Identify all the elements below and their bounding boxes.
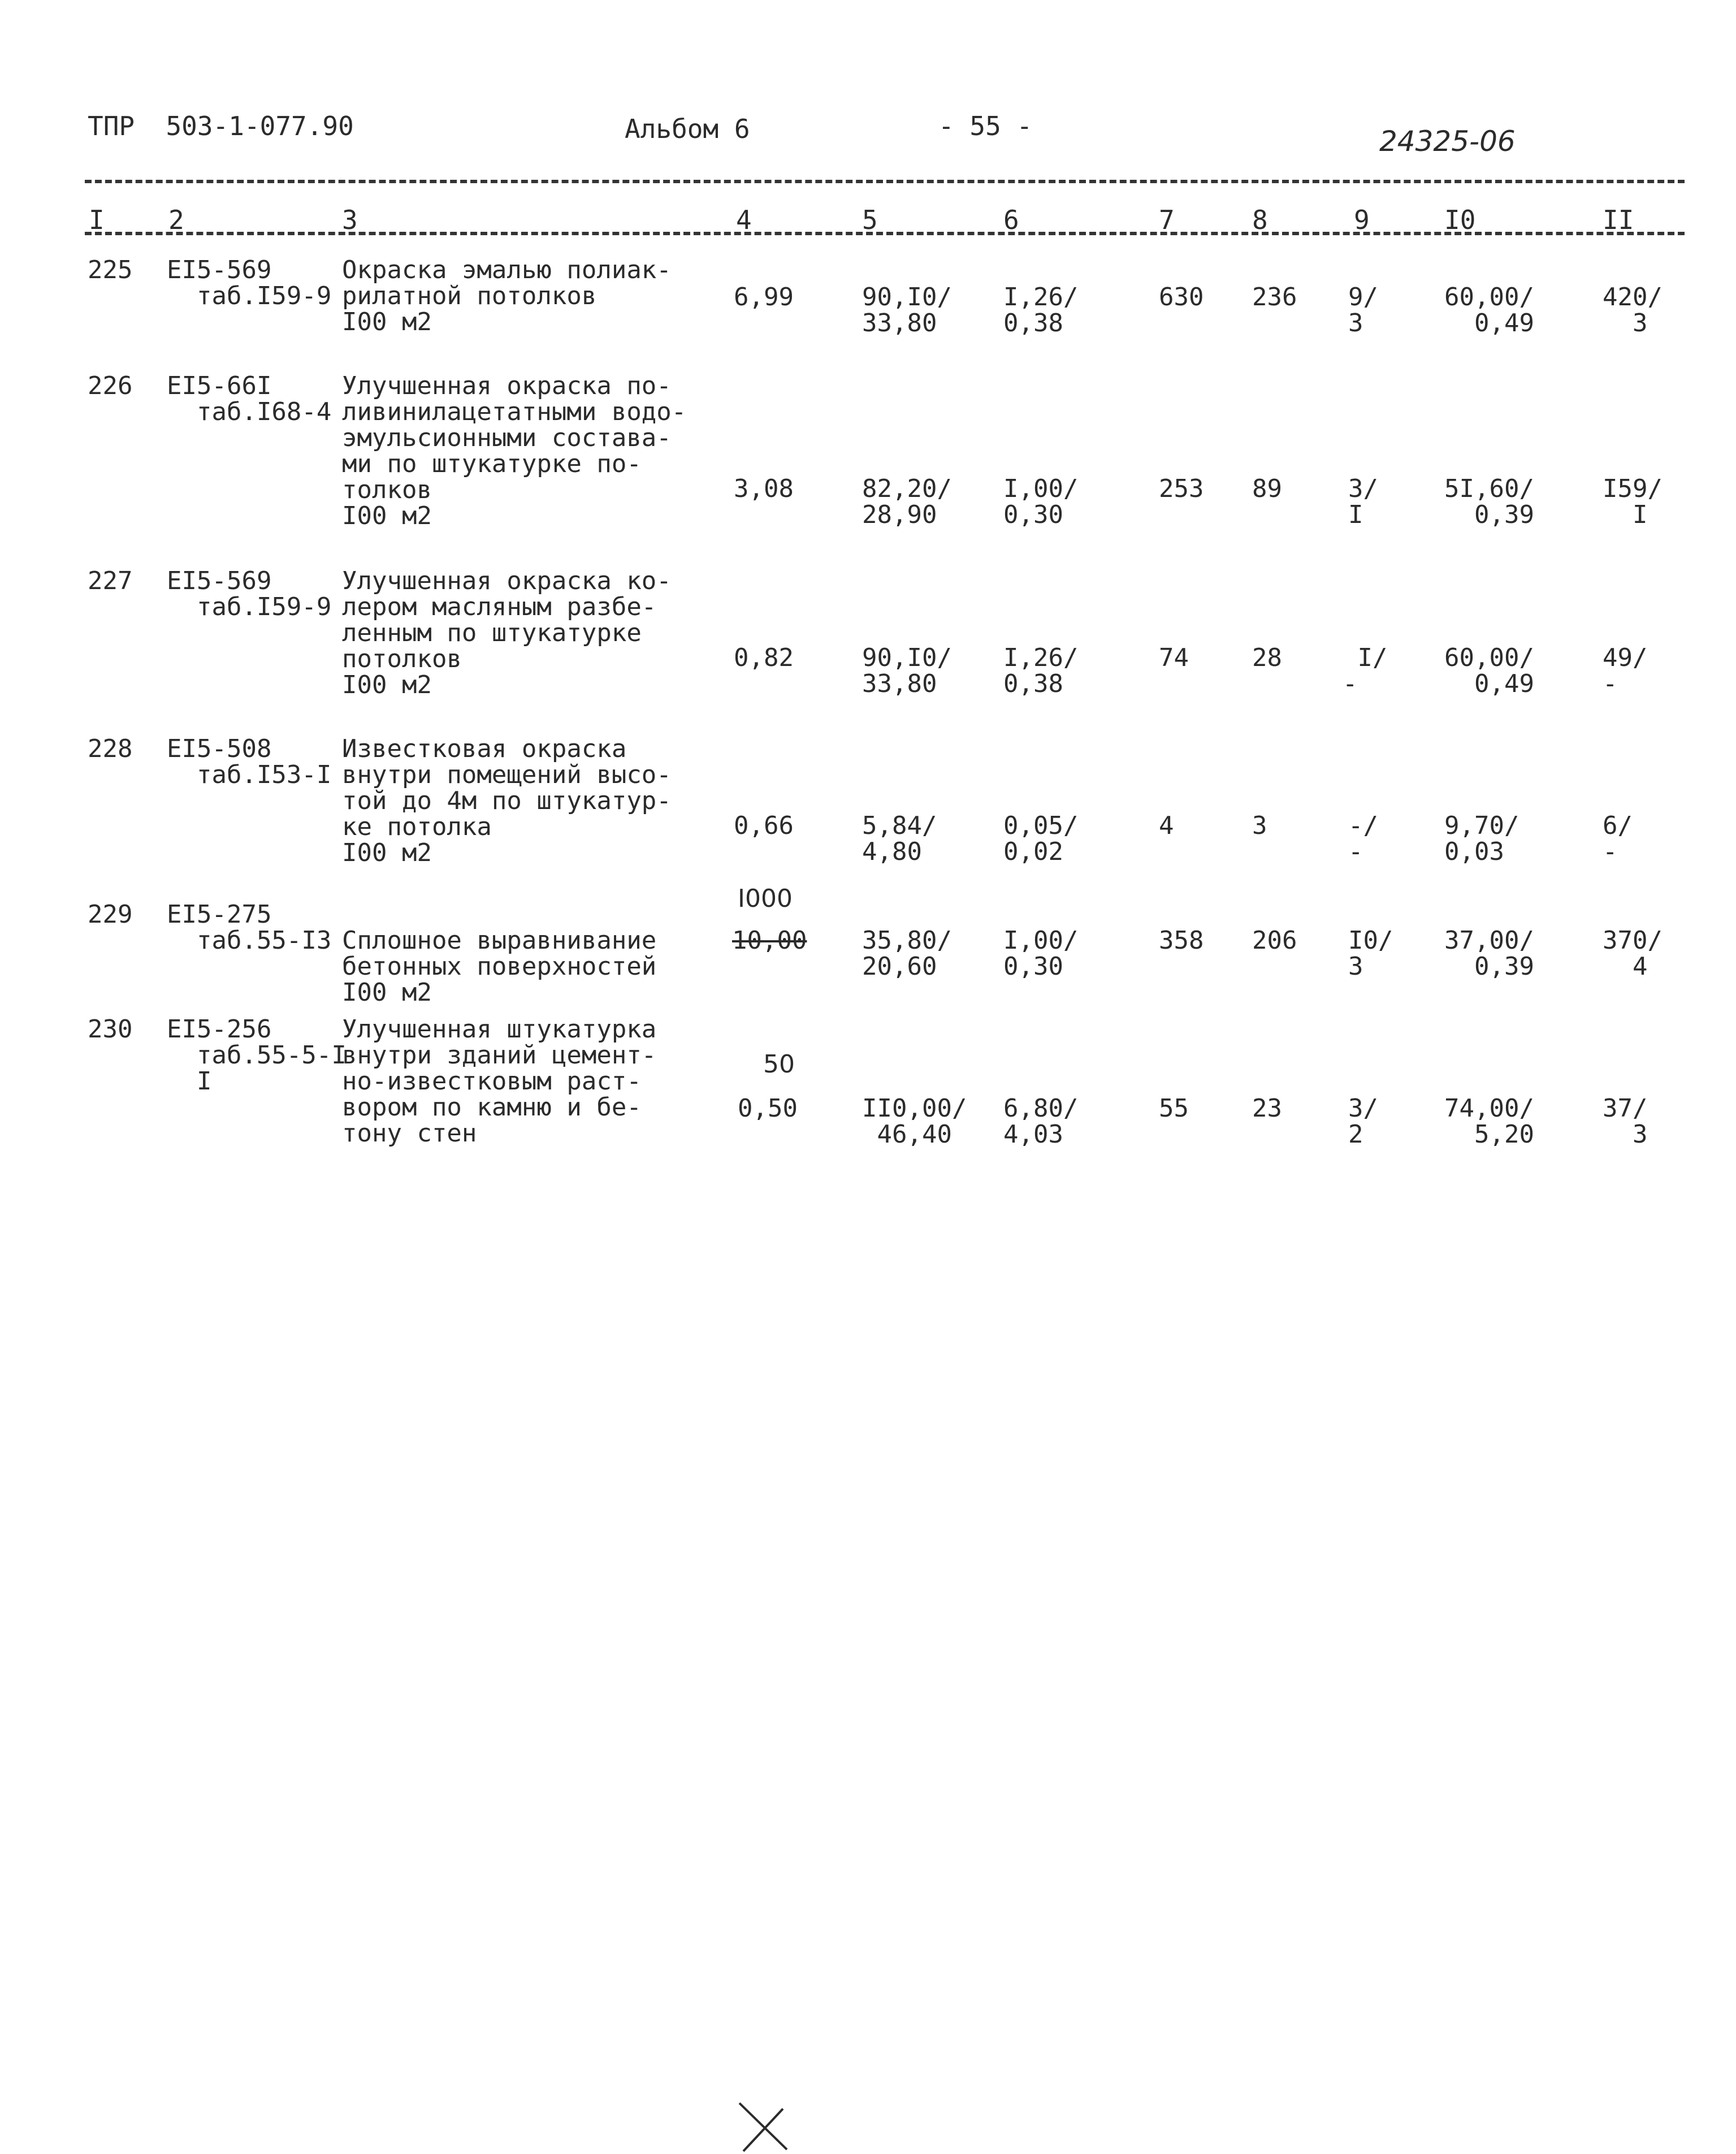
col-6-value: 0,05/ 0,02	[1003, 811, 1079, 866]
quantity: 6,99	[734, 283, 794, 312]
col-8-value: 3	[1252, 811, 1267, 840]
col-10-value: 5I,60/ 0,39	[1444, 474, 1534, 529]
col-7-value: 55	[1159, 1094, 1189, 1123]
row-number: 228	[88, 734, 133, 763]
work-description: Улучшенная штукатурка внутри зданий цемент- но-известковым раст- вором по камню и бе- тону стен	[342, 1015, 657, 1148]
col-11-value: I59/ I	[1603, 474, 1663, 529]
quantity: 0,66	[734, 811, 794, 840]
column-number: II	[1603, 205, 1634, 235]
album-label: Альбом 6	[625, 114, 750, 144]
col-9-value: I0/ 3	[1348, 926, 1393, 981]
column-number: 5	[862, 205, 878, 235]
work-description: Окраска эмалью полиак- рилатной потолков I00 м2	[342, 256, 672, 336]
col-8-value: 28	[1252, 643, 1282, 672]
struck-quantity: 10,00	[732, 926, 807, 955]
col-9-value: I/ -	[1343, 643, 1388, 698]
col-6-value: 6,80/ 4,03	[1003, 1094, 1079, 1149]
norm-code: EI5-66I таб.I68-4	[167, 371, 332, 426]
norm-code: EI5-508 таб.I53-I	[167, 734, 332, 789]
header-dashed-rule	[85, 232, 1685, 235]
col-11-value: 37/ 3	[1603, 1094, 1648, 1149]
column-number: I0	[1444, 205, 1476, 235]
col-6-value: I,00/ 0,30	[1003, 474, 1079, 529]
col-9-value: 3/ 2	[1348, 1094, 1378, 1149]
norm-code: EI5-256 таб.55-5-I I	[167, 1015, 347, 1096]
quantity: 3,08	[734, 474, 794, 503]
col-9-value: -/ -	[1348, 811, 1378, 866]
col-11-value: 370/ 4	[1603, 926, 1663, 981]
col-7-value: 630	[1159, 283, 1204, 312]
work-description: Улучшенная окраска ко- лером масляным разбе- ленным по штукатурке потолков I00 м2	[342, 566, 672, 699]
norm-code: EI5-569 таб.I59-9	[167, 256, 332, 310]
unit-cost: 35,80/ 20,60	[862, 926, 952, 981]
unit-cost: 90,I0/ 33,80	[862, 643, 952, 698]
col-11-value: 420/ 3	[1603, 283, 1663, 338]
col-8-value: 236	[1252, 283, 1297, 312]
col-8-value: 89	[1252, 474, 1282, 503]
col-6-value: I,26/ 0,38	[1003, 283, 1079, 338]
unit-cost: 5,84/ 4,80	[862, 811, 937, 866]
col-10-value: 60,00/ 0,49	[1444, 643, 1534, 698]
row-number: 229	[88, 900, 133, 929]
col-8-value: 206	[1252, 926, 1297, 955]
column-number: 7	[1159, 205, 1175, 235]
struck-quantity: 0,50	[738, 1094, 798, 1123]
col-8-value: 23	[1252, 1094, 1282, 1123]
column-number: 4	[736, 205, 752, 235]
document-code: ТПР 503-1-077.90	[88, 111, 354, 141]
col-10-value: 9,70/ 0,03	[1444, 811, 1519, 866]
col-6-value: I,26/ 0,38	[1003, 643, 1079, 698]
work-description: Улучшенная окраска по- ливинилацетатными водо- эмульсионными состава- ми по штукатурке по- толков I00 м2	[342, 371, 687, 530]
inventory-number: 24325-06	[1379, 125, 1516, 158]
col-10-value: 60,00/ 0,49	[1444, 283, 1534, 338]
norm-code: EI5-569 таб.I59-9	[167, 566, 332, 621]
col-11-value: 49/ -	[1603, 643, 1648, 698]
col-10-value: 74,00/ 5,20	[1444, 1094, 1534, 1149]
col-7-value: 358	[1159, 926, 1204, 955]
column-number: 6	[1003, 205, 1019, 235]
col-9-value: 3/ I	[1348, 474, 1378, 529]
col-7-value: 4	[1159, 811, 1174, 840]
row-number: 225	[88, 256, 133, 284]
col-7-value: 253	[1159, 474, 1204, 503]
top-dashed-rule	[85, 180, 1685, 183]
unit-cost: 90,I0/ 33,80	[862, 283, 952, 338]
row-number: 226	[88, 371, 133, 400]
column-number: 8	[1252, 205, 1268, 235]
cross-out-mark	[735, 2097, 791, 2154]
col-6-value: I,00/ 0,30	[1003, 926, 1079, 981]
unit-cost: 82,20/ 28,90	[862, 474, 952, 529]
col-11-value: 6/ -	[1603, 811, 1633, 866]
col-9-value: 9/ 3	[1348, 283, 1378, 338]
work-description: Известковая окраска внутри помещений высо- той до 4м по штукатур- ке потолка I00 м2	[342, 734, 672, 867]
page-number: - 55 -	[938, 111, 1033, 141]
column-number: I	[89, 205, 105, 235]
row-number: 227	[88, 566, 133, 595]
col-7-value: 74	[1159, 643, 1189, 672]
work-description: Сплошное выравнивание бетонных поверхностей I00 м2	[342, 926, 657, 1007]
column-number: 3	[342, 205, 358, 235]
unit-cost: II0,00/ 46,40	[862, 1094, 967, 1149]
col-10-value: 37,00/ 0,39	[1444, 926, 1534, 981]
column-number: 2	[168, 205, 184, 235]
handwritten-quantity: I000	[738, 884, 793, 913]
column-number: 9	[1354, 205, 1370, 235]
norm-code: EI5-275 таб.55-I3	[167, 900, 332, 955]
quantity: 0,82	[734, 643, 794, 672]
handwritten-quantity: 50	[763, 1050, 795, 1079]
row-number: 230	[88, 1015, 133, 1044]
